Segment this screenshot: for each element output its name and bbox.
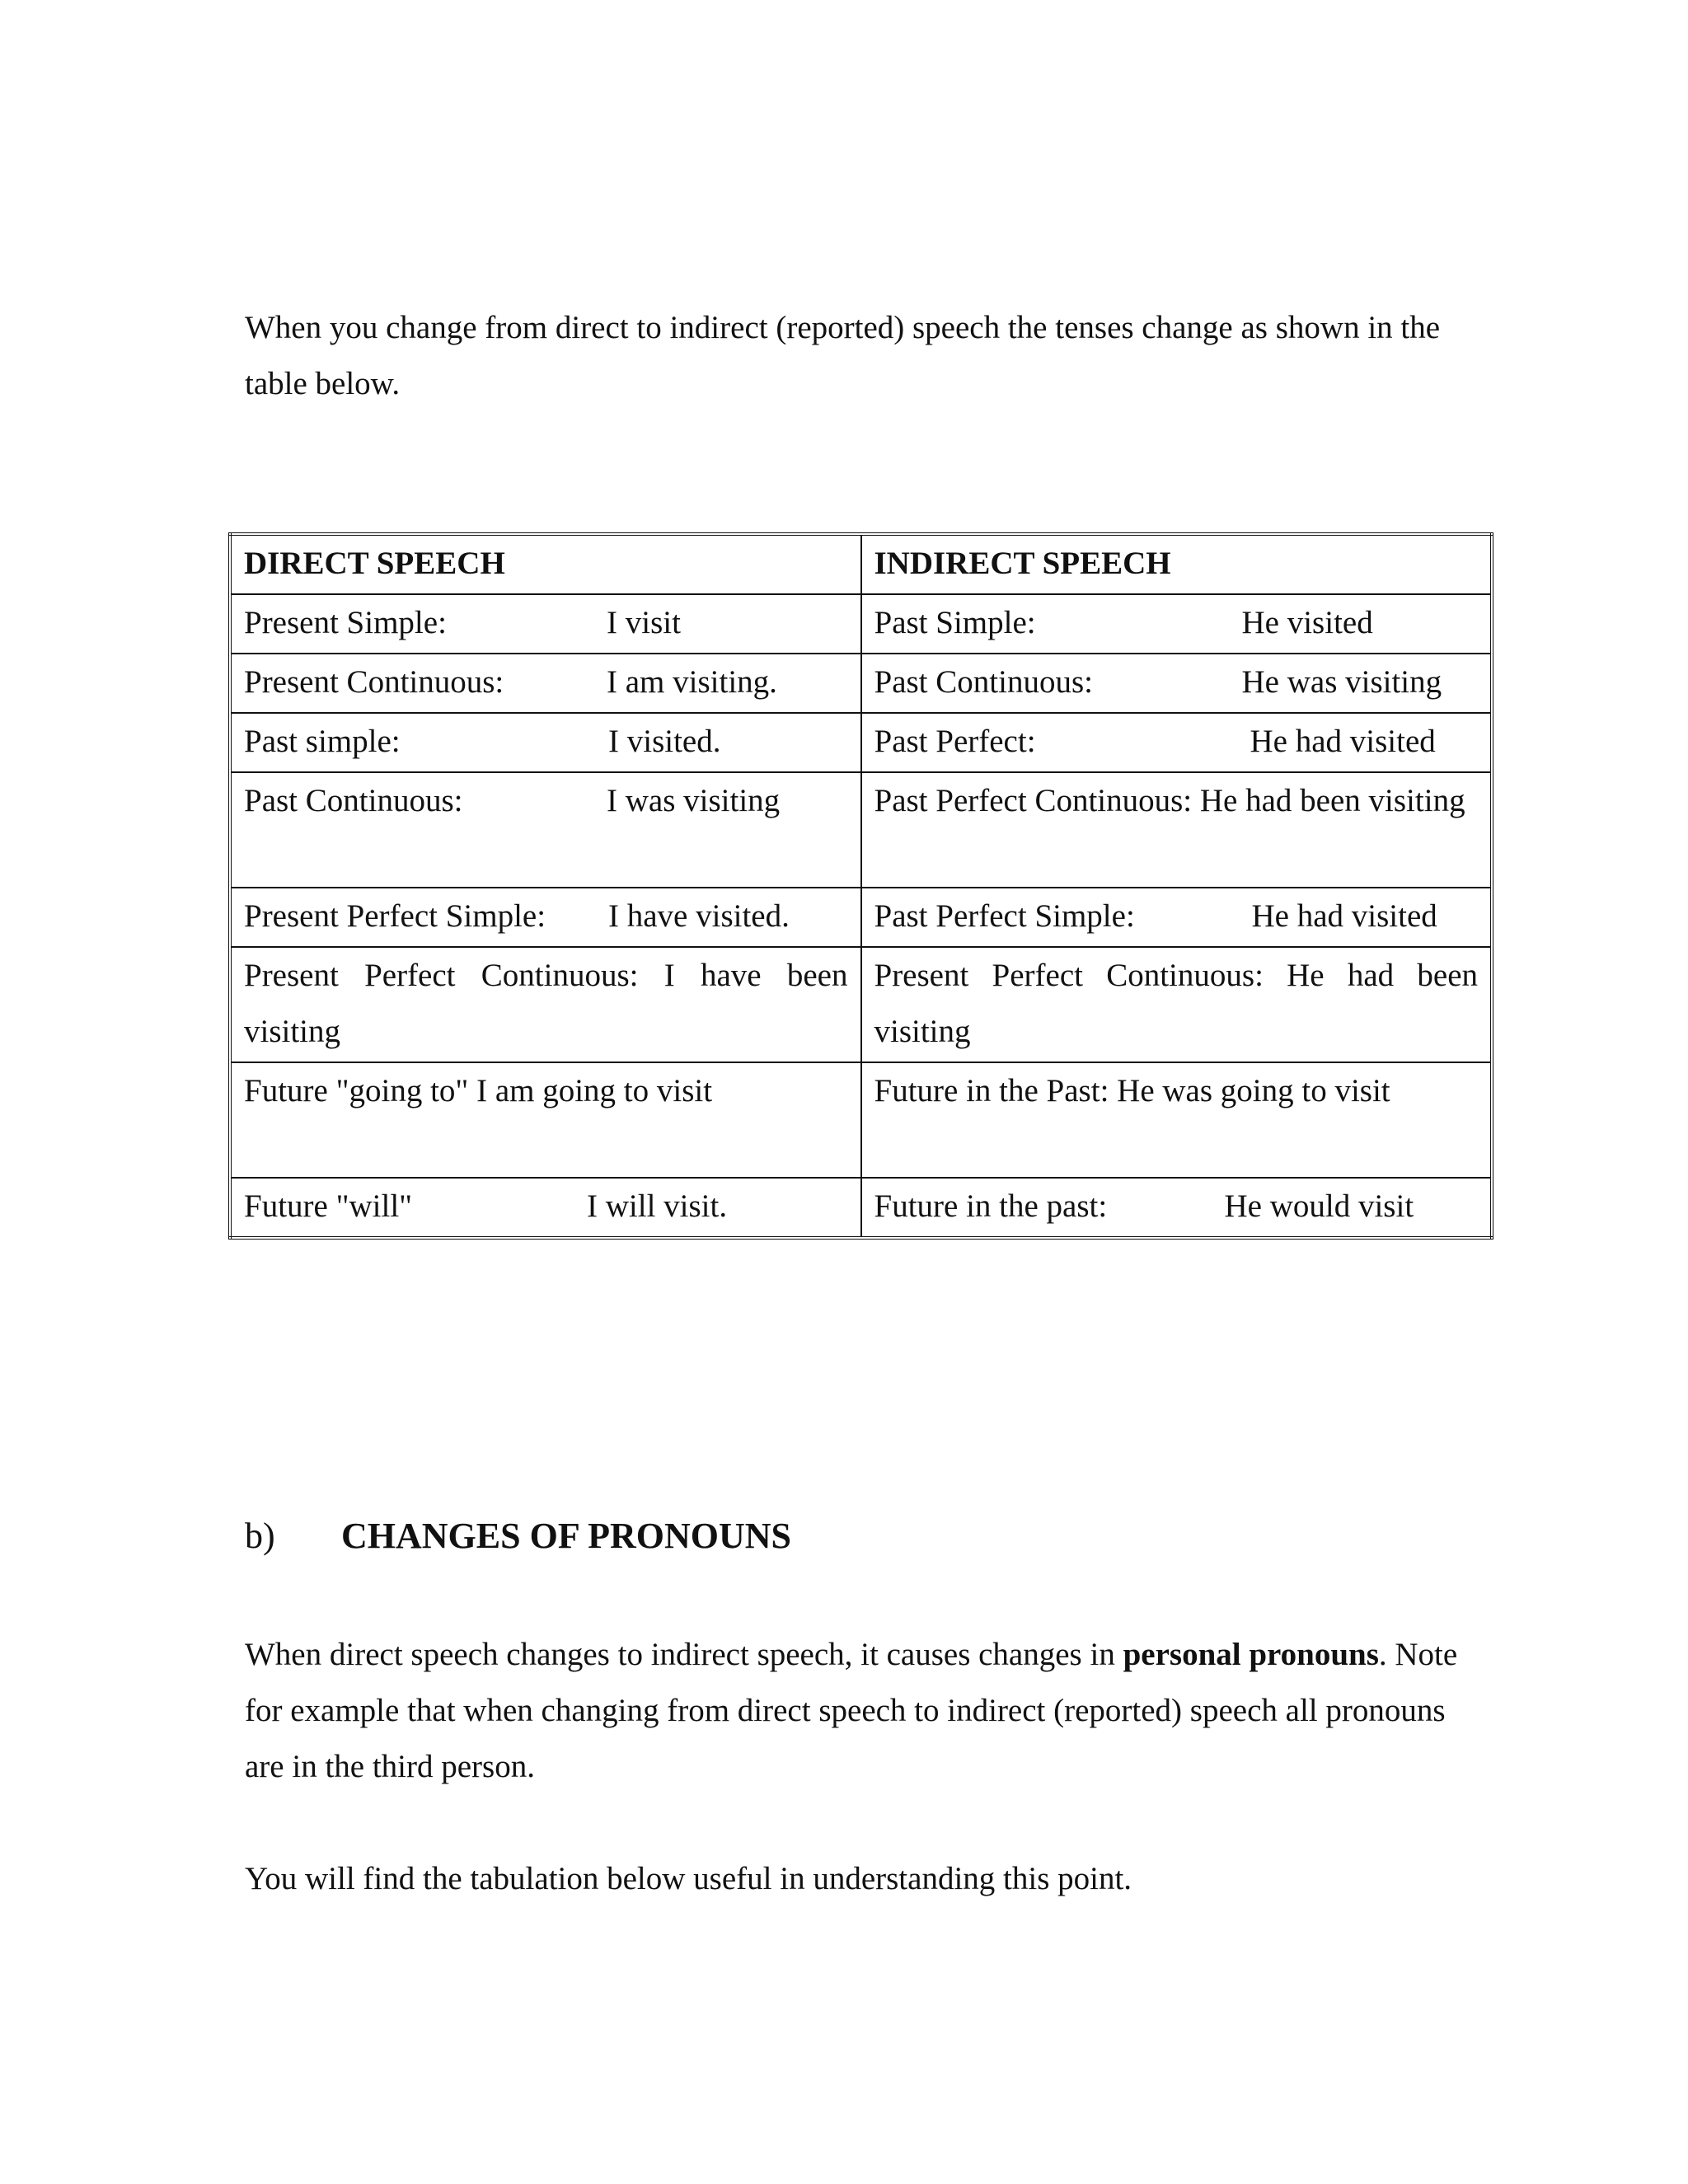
direct-justified-text <box>244 1063 848 1119</box>
direct-cell <box>230 594 861 654</box>
pronouns-text-after: . Note for example that when changing from direct speech to indirect (reported) speech all pronouns are in the third person. <box>245 1637 1458 1784</box>
pronouns-bold-term: personal pronouns <box>1123 1637 1379 1672</box>
indirect-cell <box>861 947 1493 1062</box>
tabulation-paragraph: You will find the tabulation below useful in understanding this point. <box>245 1861 1132 1896</box>
direct-tense-label: Future "will" <box>244 1188 413 1224</box>
direct-example: I was visiting <box>607 783 781 818</box>
table-header-row <box>230 534 1492 594</box>
indirect-example: He visited <box>1241 605 1373 640</box>
table-row <box>230 947 1492 1062</box>
indirect-tense-label: Past Perfect: <box>874 724 1036 759</box>
indirect-justified-text <box>874 1063 1479 1119</box>
pronouns-text-before: When direct speech changes to indirect speech, it causes changes in <box>245 1637 1123 1672</box>
indirect-example: He had visited <box>1251 898 1437 934</box>
indirect-cell <box>861 1178 1493 1238</box>
direct-tense-label: Present Perfect Simple: <box>244 898 546 934</box>
direct-cell <box>230 1062 861 1178</box>
indirect-tense-label: Future in the past: <box>874 1188 1108 1224</box>
section-heading <box>245 1508 791 1564</box>
direct-cell <box>230 947 861 1062</box>
indirect-justified-text <box>874 948 1479 1060</box>
direct-tense-label: Present Continuous: <box>244 664 504 700</box>
direct-example: I visited. <box>608 724 721 759</box>
direct-cell <box>230 713 861 772</box>
indirect-example: He would visit <box>1224 1188 1414 1224</box>
intro-paragraph: When you change from direct to indirect (reported) speech the tenses change as shown in the table below. <box>245 310 1441 401</box>
header-direct-speech <box>230 534 861 594</box>
indirect-cell <box>861 594 1493 654</box>
indirect-example: He had been visiting <box>1199 783 1465 818</box>
indirect-example: He was going to visit <box>1117 1073 1390 1108</box>
table-row <box>230 1178 1492 1238</box>
direct-example: I visit <box>607 605 681 640</box>
indirect-example: He was visiting <box>1241 664 1442 700</box>
indirect-cell <box>861 1062 1493 1178</box>
direct-justified-text <box>244 948 848 1060</box>
header-direct-speech-label: DIRECT SPEECH <box>244 546 505 581</box>
table-row <box>230 772 1492 888</box>
indirect-cell <box>861 713 1493 772</box>
table-row <box>230 888 1492 947</box>
direct-example: I have visited. <box>608 898 790 934</box>
direct-tense-label: Past Continuous: <box>244 783 463 818</box>
indirect-tense-label: Past Perfect Simple: <box>874 898 1135 934</box>
indirect-tense-label: Present Perfect Continuous: <box>874 958 1264 993</box>
table-row <box>230 654 1492 713</box>
tense-change-table <box>228 532 1493 1240</box>
direct-tense-label: Past simple: <box>244 724 401 759</box>
table-row <box>230 1062 1492 1178</box>
table-row <box>230 713 1492 772</box>
direct-cell <box>230 654 861 713</box>
direct-cell <box>230 888 861 947</box>
direct-example: I will visit. <box>587 1188 728 1224</box>
indirect-tense-label: Past Simple: <box>874 605 1036 640</box>
indirect-example: He had been visiting <box>874 958 1479 1049</box>
indirect-example: He had visited <box>1250 724 1436 759</box>
indirect-justified-text <box>874 773 1479 829</box>
direct-tense-label: Future "going to" <box>244 1073 469 1108</box>
header-indirect-speech <box>861 534 1493 594</box>
direct-cell <box>230 772 861 888</box>
direct-example: I am visiting. <box>607 664 777 700</box>
section-marker: b) <box>245 1516 275 1556</box>
indirect-cell <box>861 654 1493 713</box>
indirect-cell <box>861 888 1493 947</box>
indirect-cell <box>861 772 1493 888</box>
indirect-tense-label: Future in the Past: <box>874 1073 1109 1108</box>
indirect-tense-label: Past Perfect Continuous: <box>874 783 1193 818</box>
direct-tense-label: Present Perfect Continuous: <box>244 958 639 993</box>
section-title: CHANGES OF PRONOUNS <box>341 1516 791 1556</box>
table-row <box>230 594 1492 654</box>
pronouns-paragraph <box>245 1627 1481 1795</box>
direct-tense-label: Present Simple: <box>244 605 447 640</box>
direct-example: I am going to visit <box>476 1073 713 1108</box>
direct-example: I have been visiting <box>244 958 848 1049</box>
indirect-tense-label: Past Continuous: <box>874 664 1093 700</box>
direct-cell <box>230 1178 861 1238</box>
header-indirect-speech-label: INDIRECT SPEECH <box>874 546 1171 581</box>
